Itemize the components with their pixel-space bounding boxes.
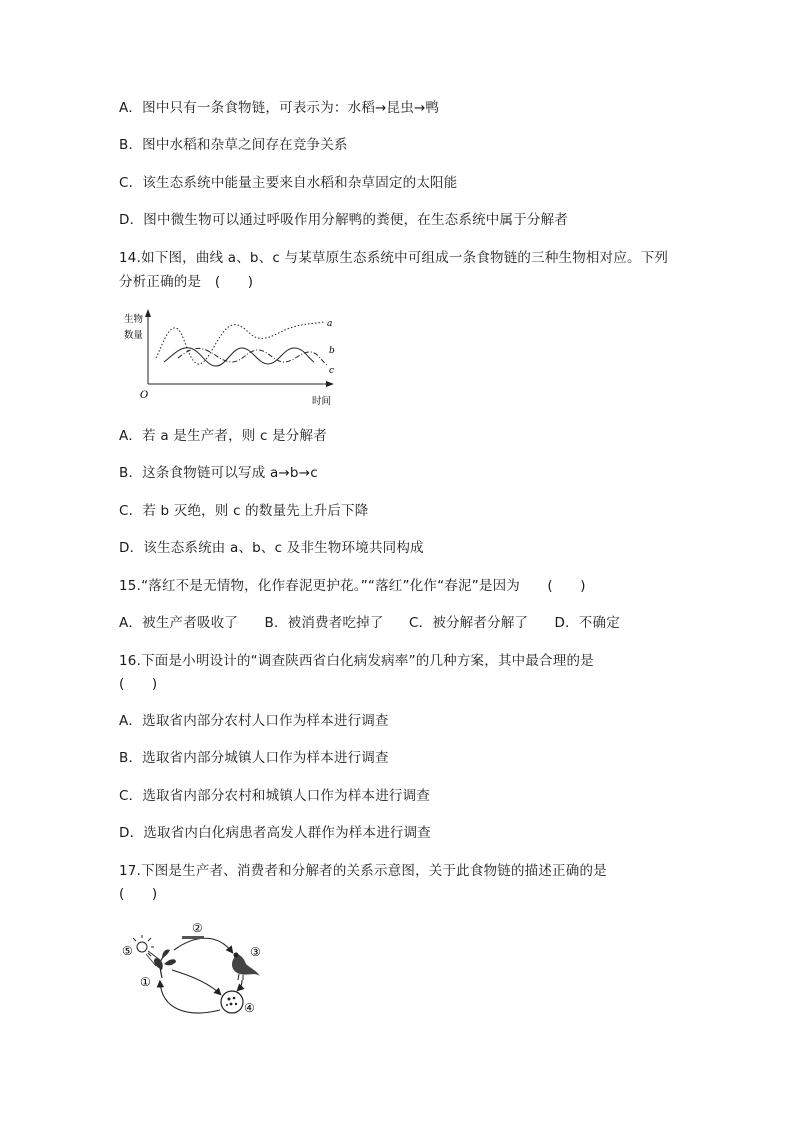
q14-option-c: C．若 b 灭绝，则 c 的数量先上升后下降 xyxy=(119,503,369,519)
label-5: ⑤ xyxy=(122,944,133,958)
q17-stem-line2: ( ) xyxy=(119,886,158,902)
q13-option-d: D．图中微生物可以通过呼吸作用分解鸭的粪便，在生态系统中属于分解者 xyxy=(119,212,568,228)
arrow-bird-to-decomposer xyxy=(238,980,242,990)
arrow-plant-to-bird xyxy=(174,938,232,952)
q14-stem-line2: 分析正确的是 ( ) xyxy=(119,274,254,290)
q13-option-b: B．图中水稻和杂草之间存在竞争关系 xyxy=(119,137,348,153)
origin-label: O xyxy=(140,390,149,401)
x-axis-arrow xyxy=(326,381,334,387)
curve-b xyxy=(164,348,314,366)
q15-option-d: D．不确定 xyxy=(554,615,620,631)
label-1: ① xyxy=(140,975,151,989)
q14-option-d: D．该生态系统由 a、b、c 及非生物环境共同构成 xyxy=(119,540,424,556)
label-4: ④ xyxy=(244,1001,255,1015)
q14-population-graph xyxy=(118,306,343,410)
y-axis-arrow xyxy=(145,309,151,317)
q16-option-a: A．选取省内部分农村人口作为样本进行调查 xyxy=(119,713,389,729)
q17-stem-line1: 17.下图是生产者、消费者和分解者的关系示意图，关于此食物链的描述正确的是 xyxy=(119,863,607,879)
curve-a xyxy=(156,322,324,364)
q15-option-a: A．被生产者吸收了 xyxy=(119,615,239,631)
q14-stem-line1: 14.如下图，曲线 a、b、c 与某草原生态系统中可组成一条食物链的三种生物相对应。下列 xyxy=(119,250,669,266)
curve-c xyxy=(178,348,328,366)
q17-ecosystem-diagram xyxy=(118,918,268,1020)
q16-option-c: C．选取省内部分农村和城镇人口作为样本进行调查 xyxy=(119,788,431,804)
label-2: ② xyxy=(192,921,203,935)
q15-options xyxy=(119,614,620,632)
q16-option-b: B．选取省内部分城镇人口作为样本进行调查 xyxy=(119,750,389,766)
q15-option-c: C．被分解者分解了 xyxy=(409,615,529,631)
curve-c-label: c xyxy=(329,366,335,376)
decomposer-dish-icon xyxy=(221,991,243,1013)
q15-stem: 15.“落红不是无情物，化作春泥更护花。”“落红”化作“春泥”是因为 ( ) xyxy=(119,578,586,594)
q14-option-b: B．这条食物链可以写成 a→b→c xyxy=(119,465,318,481)
q16-stem-line1: 16.下面是小明设计的“调查陕西省白化病发病率”的几种方案，其中最合理的是 xyxy=(119,653,594,669)
arrow-plant-to-decomposer xyxy=(172,970,220,994)
q15-option-b: B．被消费者吃掉了 xyxy=(264,615,384,631)
q16-option-d: D．选取省内白化病患者高发人群作为样本进行调查 xyxy=(119,825,431,841)
q13-option-c: C．该生态系统中能量主要来自水稻和杂草固定的太阳能 xyxy=(119,175,458,191)
x-label: 时间 xyxy=(312,396,332,407)
arrow-tag xyxy=(182,936,204,939)
plant-icon xyxy=(154,949,176,978)
q13-option-a: A．图中只有一条食物链，可表示为：水稻→昆虫→鸭 xyxy=(119,100,440,116)
curve-b-label: b xyxy=(329,346,335,356)
y-label-line2: 数量 xyxy=(124,330,144,341)
y-label-line1: 生物 xyxy=(124,314,144,325)
q16-stem-line2: ( ) xyxy=(119,676,158,692)
curve-a-label: a xyxy=(327,319,333,329)
label-3: ③ xyxy=(250,945,261,959)
q14-option-a: A．若 a 是生产者，则 c 是分解者 xyxy=(119,428,327,444)
